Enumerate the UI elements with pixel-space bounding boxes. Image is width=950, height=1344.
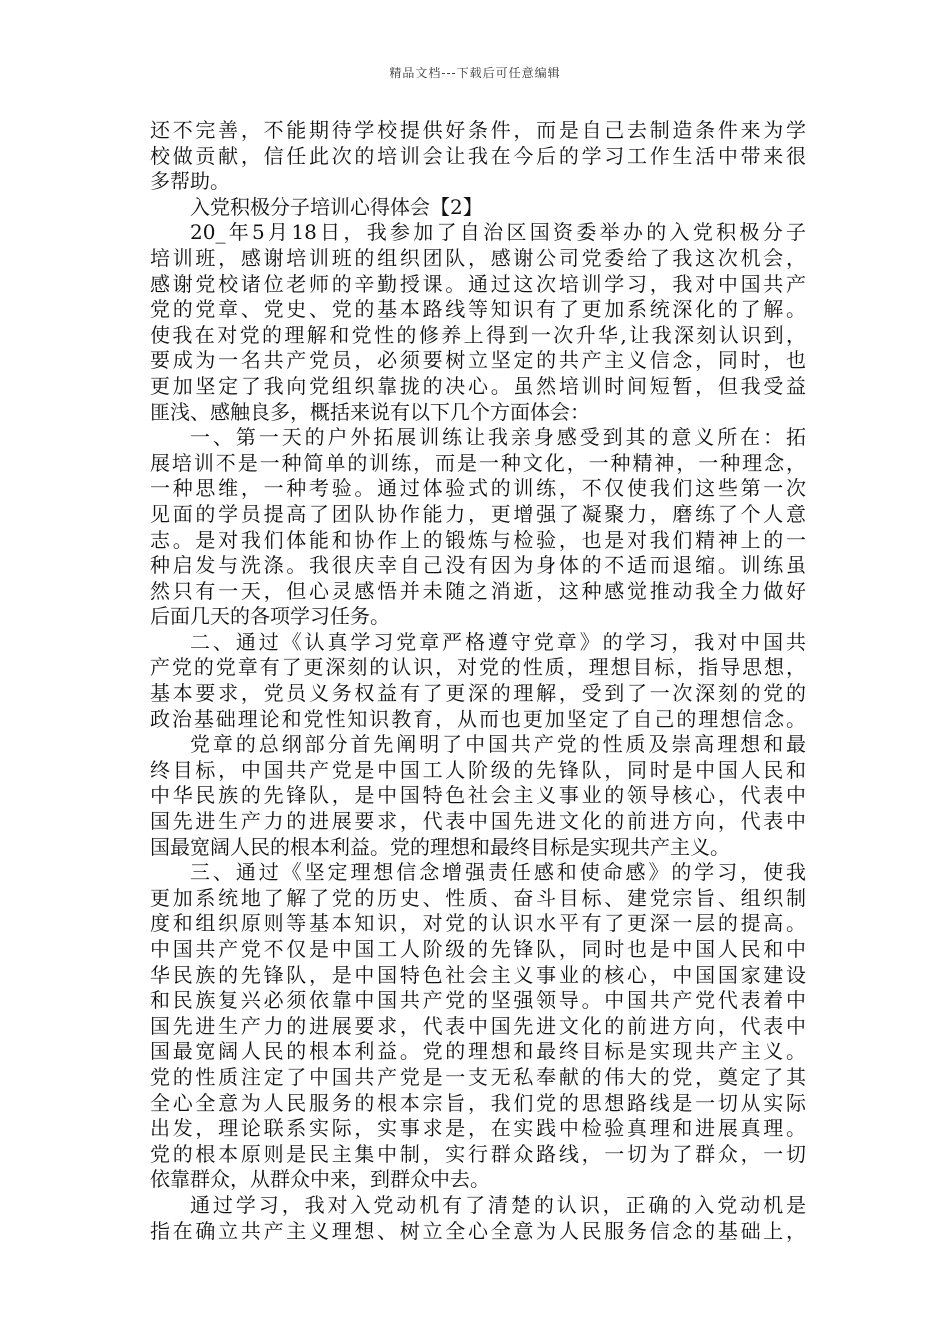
text-line: 指在确立共产主义理想、树立全心全意为人民服务信念的基础上， [150, 1218, 806, 1243]
text-line: 二、通过《认真学习党章严格遵守党章》的学习，我对中国共 [190, 629, 806, 654]
text-line: 三、通过《坚定理想信念增强责任感和使命感》的学习，使我 [190, 860, 806, 885]
text-line: 还不完善，不能期待学校提供好条件，而是自己去制造条件来为学 [150, 118, 806, 142]
text-line: 多帮助。 [150, 169, 230, 194]
text-line: 度和组织原则等基本知识，对党的认识水平有了更深一层的提高。 [150, 911, 806, 936]
text-line: 党的根本原则是民主集中制，实行群众路线，一切为了群众，一切 [150, 1141, 806, 1166]
text-line: 全心全意为人民服务的根本宗旨，我们党的思想路线是一切从实际 [150, 1090, 806, 1115]
text-line: 匪浅、感触良多，概括来说有以下几个方面体会： [150, 399, 590, 424]
text-line: 出发，理论联系实际，实事求是，在实践中检验真理和进展真理。 [150, 1116, 806, 1141]
text-line: 华民族的先锋队，是中国特色社会主义事业的核心，中国国家建设 [150, 962, 806, 987]
text-line: 一、第一天的户外拓展训练让我亲身感受到其的意义所在：拓 [190, 425, 806, 450]
text-line: 见面的学员提高了团队协作能力，更增强了凝聚力，磨练了个人意 [150, 501, 806, 526]
text-line: 要成为一名共产党员，必须要树立坚定的共产主义信念，同时，也 [150, 348, 806, 373]
text-line: 中国共产党不仅是中国工人阶级的先锋队，同时也是中国人民和中 [150, 937, 806, 961]
text-line: 更加系统地了解了党的历史、性质、奋斗目标、建党宗旨、组织制 [150, 885, 806, 910]
text-line: 国最宽阔人民的根本利益。党的理想和最终目标是实现共产主义。 [150, 834, 730, 859]
text-line: 党的党章、党史、党的基本路线等知识有了更加系统深化的了解。 [150, 297, 806, 322]
text-line: 校做贡献，信任此次的培训会让我在今后的学习工作生活中带来很 [150, 143, 806, 168]
text-line: 国先进生产力的进展要求，代表中国先进文化的前进方向，代表中 [150, 809, 806, 834]
text-line: 政治基础理论和党性知识教育，从而也更加坚定了自己的理想信念。 [150, 706, 806, 731]
text-line: 基本要求，党员义务权益有了更深的理解，受到了一次深刻的党的 [150, 681, 806, 706]
text-line: 通过学习，我对入党动机有了清楚的认识，正确的入党动机是 [190, 1192, 806, 1217]
text-line: 产党的党章有了更深刻的认识，对党的性质，理想目标，指导思想， [150, 655, 806, 680]
text-line: 入党积极分子培训心得体会【2】 [190, 194, 483, 219]
text-line: 国最宽阔人民的根本利益。党的理想和最终目标是实现共产主义。 [150, 1039, 806, 1064]
text-line: 终目标，中国共产党是中国工人阶级的先锋队，同时是中国人民和 [150, 757, 806, 782]
text-line: 培训班，感谢培训班的组织团队，感谢公司党委给了我这次机会， [150, 245, 806, 270]
text-line: 党的性质注定了中国共产党是一支无私奉献的伟大的党，奠定了其 [150, 1064, 806, 1089]
document-body [150, 118, 806, 1244]
text-line: 志。是对我们体能和协作上的锻炼与检验，也是对我们精神上的一 [150, 527, 806, 552]
text-line: 和民族复兴必须依靠中国共产党的坚强领导。中国共产党代表着中 [150, 988, 806, 1013]
text-line: 中华民族的先锋队，是中国特色社会主义事业的领导核心，代表中 [150, 783, 806, 808]
text-line: 展培训不是一种简单的训练，而是一种文化，一种精神，一种理念， [150, 450, 806, 475]
text-line: 种启发与洗涤。我很庆幸自己没有因为身体的不适而退缩。训练虽 [150, 553, 806, 578]
page-header: 精品文档---下载后可任意编辑 [389, 66, 561, 80]
text-line: 国先进生产力的进展要求，代表中国先进文化的前进方向，代表中 [150, 1013, 806, 1038]
text-line: 使我在对党的理解和党性的修养上得到一次升华,让我深刻认识到， [150, 322, 806, 347]
text-line: 依靠群众，从群众中来，到群众中去。 [150, 1167, 490, 1192]
text-line: 20_年5月18日，我参加了自治区国资委举办的入党积极分子 [190, 220, 806, 245]
text-line: 然只有一天，但心灵感悟并未随之消逝，这种感觉推动我全力做好 [150, 578, 806, 603]
text-line: 党章的总纲部分首先阐明了中国共产党的性质及崇高理想和最 [190, 732, 806, 757]
text-line: 一种思维，一种考验。通过体验式的训练，不仅使我们这些第一次 [150, 476, 806, 501]
text-line: 后面几天的各项学习任务。 [150, 604, 390, 629]
text-line: 更加坚定了我向党组织靠拢的决心。虽然培训时间短暂，但我受益 [150, 373, 806, 398]
text-line: 感谢党校诸位老师的辛勤授课。通过这次培训学习，我对中国共产 [150, 271, 806, 296]
